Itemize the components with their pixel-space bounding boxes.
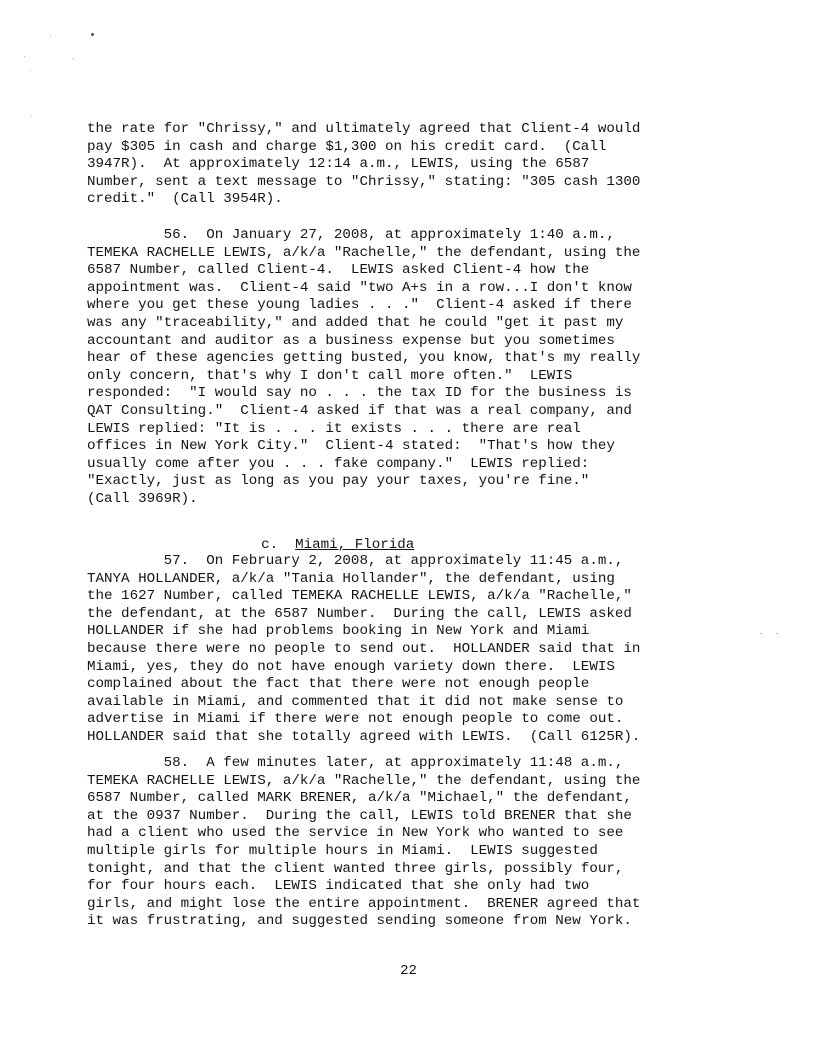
paragraph-line: accountant and auditor as a business expense but you sometimes — [87, 332, 615, 349]
scan-speck — [50, 35, 51, 36]
page-number: 22 — [400, 963, 417, 979]
paragraph-line: was any "traceability," and added that he could "get it past my — [87, 314, 624, 331]
paragraph-line: 6587 Number, called Client-4. LEWIS asked Client-4 how the — [87, 262, 590, 279]
paragraph-56 — [87, 227, 727, 509]
scan-speck — [91, 33, 94, 36]
paragraph-line: TEMEKA RACHELLE LEWIS, a/k/a "Rachelle," the defendant, using the — [87, 772, 641, 789]
paragraph-line: it was frustrating, and suggested sending someone from New York. — [87, 913, 632, 930]
paragraph-58 — [87, 755, 727, 931]
paragraph-line: the 1627 Number, called TEMEKA RACHELLE LEWIS, a/k/a "Rachelle," — [87, 588, 632, 605]
section-letter: c. — [261, 536, 279, 553]
scan-speck — [31, 115, 32, 116]
paragraph-line: the rate for "Chrissy," and ultimately agreed that Client-4 would — [87, 121, 641, 137]
paragraph-line: complained about the fact that there were not enough people — [87, 676, 590, 693]
paragraph-line: pay $305 in cash and charge $1,300 on his credit card. (Call — [87, 138, 607, 155]
paragraph-line: HOLLANDER said that she totally agreed with LEWIS. (Call 6125R). — [87, 728, 641, 745]
paragraph-line: at the 0937 Number. During the call, LEWIS told BRENER that she — [87, 807, 632, 824]
paragraph-line: TANYA HOLLANDER, a/k/a "Tania Hollander", the defendant, using — [87, 570, 615, 587]
paragraph-line: credit." (Call 3954R). — [87, 191, 283, 208]
paragraph-line: Miami, yes, they do not have enough variety down there. LEWIS — [87, 658, 615, 675]
paragraph-line: only concern, that's why I don't call more often." LEWIS — [87, 367, 573, 384]
paragraph-line: (Call 3969R). — [87, 490, 198, 507]
paragraph-line: 3947R). At approximately 12:14 a.m., LEWIS, using the 6587 — [87, 156, 590, 173]
paragraph-line: LEWIS replied: "It is . . . it exists . . . there are real — [87, 420, 581, 437]
paragraph-line: QAT Consulting." Client-4 asked if that was a real company, and — [87, 402, 632, 419]
paragraph-line: offices in New York City." Client-4 stated: "That's how they — [87, 438, 615, 455]
paragraph-line: responded: "I would say no . . . the tax ID for the business is — [87, 385, 632, 402]
paragraph-line: advertise in Miami if there were not enough people to come out. — [87, 711, 624, 728]
paragraph-line: 58. A few minutes later, at approximately 11:48 a.m., — [87, 755, 624, 771]
paragraph-line: usually come after you . . . fake company." LEWIS replied: — [87, 455, 590, 472]
scan-speck — [30, 70, 31, 71]
paragraph-line: 56. On January 27, 2008, at approximately 1:40 a.m., — [87, 227, 615, 243]
paragraph-line: because there were no people to send out. HOLLANDER said that in — [87, 640, 641, 657]
paragraph-line: the defendant, at the 6587 Number. During the call, LEWIS asked — [87, 605, 632, 622]
paragraph-line: hear of these agencies getting busted, you know, that's my really — [87, 350, 641, 367]
paragraph-line: appointment was. Client-4 said "two A+s in a row...I don't know — [87, 279, 632, 296]
scan-speck — [760, 633, 762, 634]
paragraph-line: TEMEKA RACHELLE LEWIS, a/k/a "Rachelle," the defendant, using the — [87, 244, 641, 261]
paragraph-line: where you get these young ladies . . ." Client-4 asked if there — [87, 297, 632, 314]
section-title: Miami, Florida — [295, 536, 415, 553]
paragraph-line: girls, and might lose the entire appointment. BRENER agreed that — [87, 895, 641, 912]
scan-speck — [776, 633, 778, 634]
paragraph-line: tonight, and that the client wanted three girls, possibly four, — [87, 860, 624, 877]
paragraph-line: 6587 Number, called MARK BRENER, a/k/a "Michael," the defendant, — [87, 790, 632, 807]
paragraph-line: available in Miami, and commented that it did not make sense to — [87, 693, 624, 710]
paragraph-line: "Exactly, just as long as you pay your taxes, you're fine." — [87, 473, 590, 490]
continuation-paragraph — [87, 121, 727, 209]
paragraph-line: for four hours each. LEWIS indicated that she only had two — [87, 878, 590, 895]
scan-speck — [72, 58, 73, 59]
paragraph-57 — [87, 553, 727, 747]
paragraph-line: Number, sent a text message to "Chrissy," stating: "305 cash 1300 — [87, 173, 641, 190]
paragraph-line: had a client who used the service in New York who wanted to see — [87, 825, 624, 842]
scan-speck — [24, 56, 25, 57]
paragraph-line: HOLLANDER if she had problems booking in New York and Miami — [87, 623, 590, 640]
paragraph-line: 57. On February 2, 2008, at approximately 11:45 a.m., — [87, 553, 624, 569]
paragraph-line: multiple girls for multiple hours in Miami. LEWIS suggested — [87, 842, 598, 859]
